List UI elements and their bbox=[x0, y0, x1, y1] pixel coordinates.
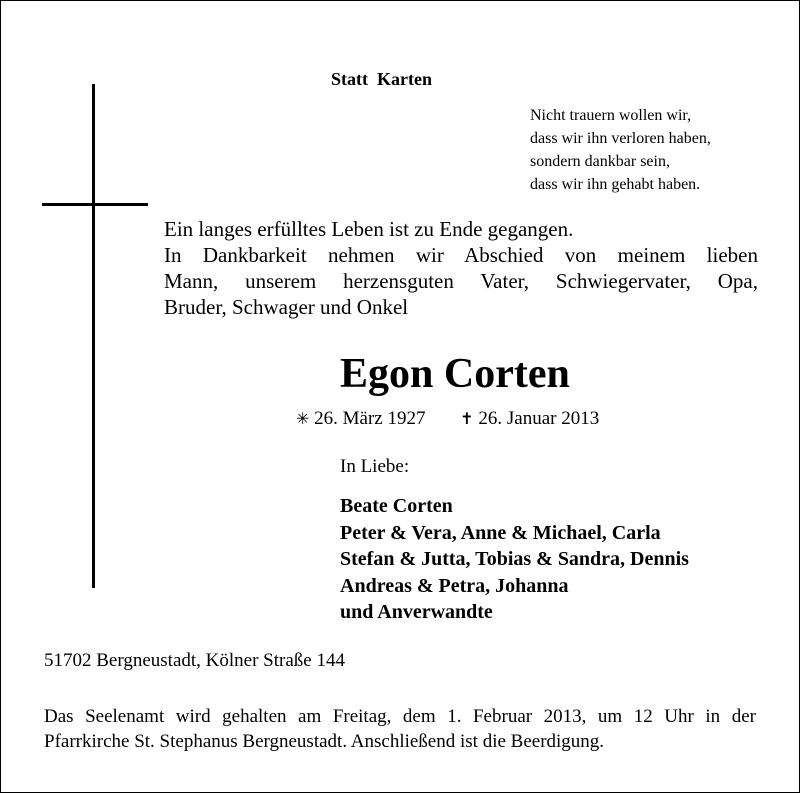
cross-icon-horizontal-bar bbox=[42, 203, 148, 206]
mourners-list bbox=[340, 493, 689, 626]
intro-line: Mann, unserem herzensguten Vater, Schwiegervater, Opa, bbox=[164, 269, 758, 293]
address: 51702 Bergneustadt, Kölner Straße 144 bbox=[44, 650, 345, 671]
mourner-line: Stefan & Jutta, Tobias & Sandra, Dennis bbox=[340, 548, 689, 570]
poem bbox=[530, 104, 711, 196]
deceased-name: Egon Corten bbox=[340, 351, 570, 397]
in-liebe-label: In Liebe: bbox=[340, 456, 410, 477]
mourner-line: Andreas & Petra, Johanna bbox=[340, 574, 569, 597]
birth-star-icon: ✳ bbox=[296, 409, 310, 428]
intro-text bbox=[164, 216, 758, 320]
intro-line: Bruder, Schwager und Onkel bbox=[164, 295, 409, 319]
poem-line: Nicht trauern wollen wir, bbox=[530, 107, 692, 124]
birth-date: 26. März 1927 bbox=[314, 408, 426, 429]
death-date: 26. Januar 2013 bbox=[478, 408, 600, 429]
cross-icon-vertical-bar bbox=[92, 84, 95, 588]
mourner-line: Beate Corten bbox=[340, 495, 453, 517]
intro-line: In Dankbarkeit nehmen wir Abschied von meinem lieben bbox=[164, 243, 758, 267]
death-cross-icon: ✝ bbox=[460, 409, 474, 428]
funeral-notice bbox=[44, 704, 756, 754]
mourner-line: Peter & Vera, Anne & Michael, Carla bbox=[340, 521, 661, 544]
poem-line: dass wir ihn verloren haben, bbox=[530, 130, 711, 147]
intro-line: Ein langes erfülltes Leben ist zu Ende gegangen. bbox=[164, 217, 574, 241]
life-dates bbox=[296, 408, 599, 430]
statt-karten-heading: Statt Karten bbox=[331, 69, 432, 89]
poem-line: sondern dankbar sein, bbox=[530, 153, 670, 170]
poem-line: dass wir ihn gehabt haben. bbox=[530, 176, 701, 193]
mourner-line: und Anverwandte bbox=[340, 601, 493, 623]
notice-line: Das Seelenamt wird gehalten am Freitag, dem 1. Februar 2013, um 12 Uhr in der bbox=[44, 706, 756, 727]
notice-line: Pfarrkirche St. Stephanus Bergneustadt. Anschließend ist die Beerdigung. bbox=[44, 731, 605, 752]
